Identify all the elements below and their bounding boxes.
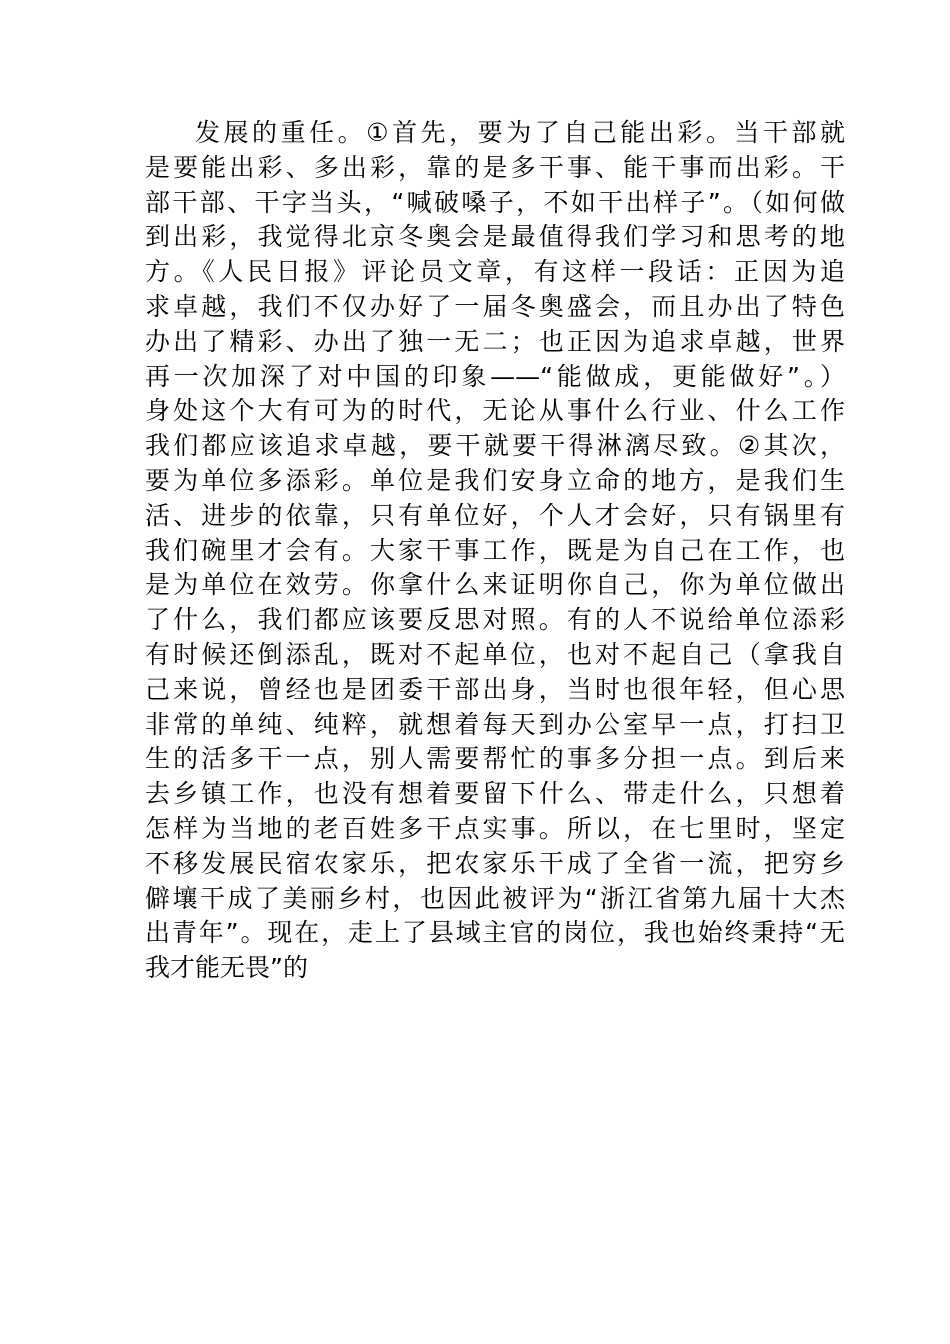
text-line: 我们碗里才会有。大家干事工作，既是为自己在工作，也 [145,535,845,565]
text-line: 我们都应该追求卓越，要干就要干得淋漓尽致。②其次， [145,431,845,461]
text-line: 发展的重任。①首先，要为了自己能出彩。当干部就 [195,118,845,147]
text-line: 生的活多干一点，别人需要帮忙的事多分担一点。到后来 [145,744,845,774]
text-line: 办出了精彩、办出了独一无二；也正因为追求卓越，世界 [145,326,845,356]
text-line: 求卓越，我们不仅办好了一届冬奥盛会，而且办出了特色 [145,291,845,321]
text-line: 是要能出彩、多出彩，靠的是多干事、能干事而出彩。干 [145,152,845,182]
text-line: 非常的单纯、纯粹，就想着每天到办公室早一点，打扫卫 [145,709,845,739]
text-line: 僻壤干成了美丽乡村，也因此被评为“浙江省第九届十大杰 [145,883,845,913]
text-line: 去乡镇工作，也没有想着要留下什么、带走什么，只想着 [145,779,845,809]
text-line: 怎样为当地的老百姓多干点实事。所以，在七里时，坚定 [145,813,845,843]
text-line: 身处这个大有可为的时代，无论从事什么行业、什么工作 [145,396,845,426]
text-line: 部干部、干字当头，“喊破嗓子，不如干出样子”。（如何做 [145,187,845,217]
text-line: 要为单位多添彩。单位是我们安身立命的地方，是我们生 [145,465,845,495]
text-line: 活、进步的依靠，只有单位好，个人才会好，只有锅里有 [145,500,845,530]
text-line: 方。《人民日报》评论员文章，有这样一段话：正因为追 [145,257,845,287]
text-line: 不移发展民宿农家乐，把农家乐干成了全省一流，把穷乡 [145,848,845,878]
text-line: 己来说，曾经也是团委干部出身，当时也很年轻，但心思 [145,674,845,704]
text-line: 出青年”。现在，走上了县域主官的岗位，我也始终秉持“无 [145,918,845,948]
body-paragraph [145,116,845,986]
text-line: 到出彩，我觉得北京冬奥会是最值得我们学习和思考的地 [145,222,845,252]
text-line: 是为单位在效劳。你拿什么来证明你自己，你为单位做出 [145,570,845,600]
text-line: 有时候还倒添乱，既对不起单位，也对不起自己（拿我自 [145,639,845,669]
text-line: 我才能无畏”的 [145,953,308,983]
text-line: 了什么，我们都应该要反思对照。有的人不说给单位添彩 [145,605,845,635]
text-line: 再一次加深了对中国的印象——“能做成，更能做好”。） [145,361,845,391]
